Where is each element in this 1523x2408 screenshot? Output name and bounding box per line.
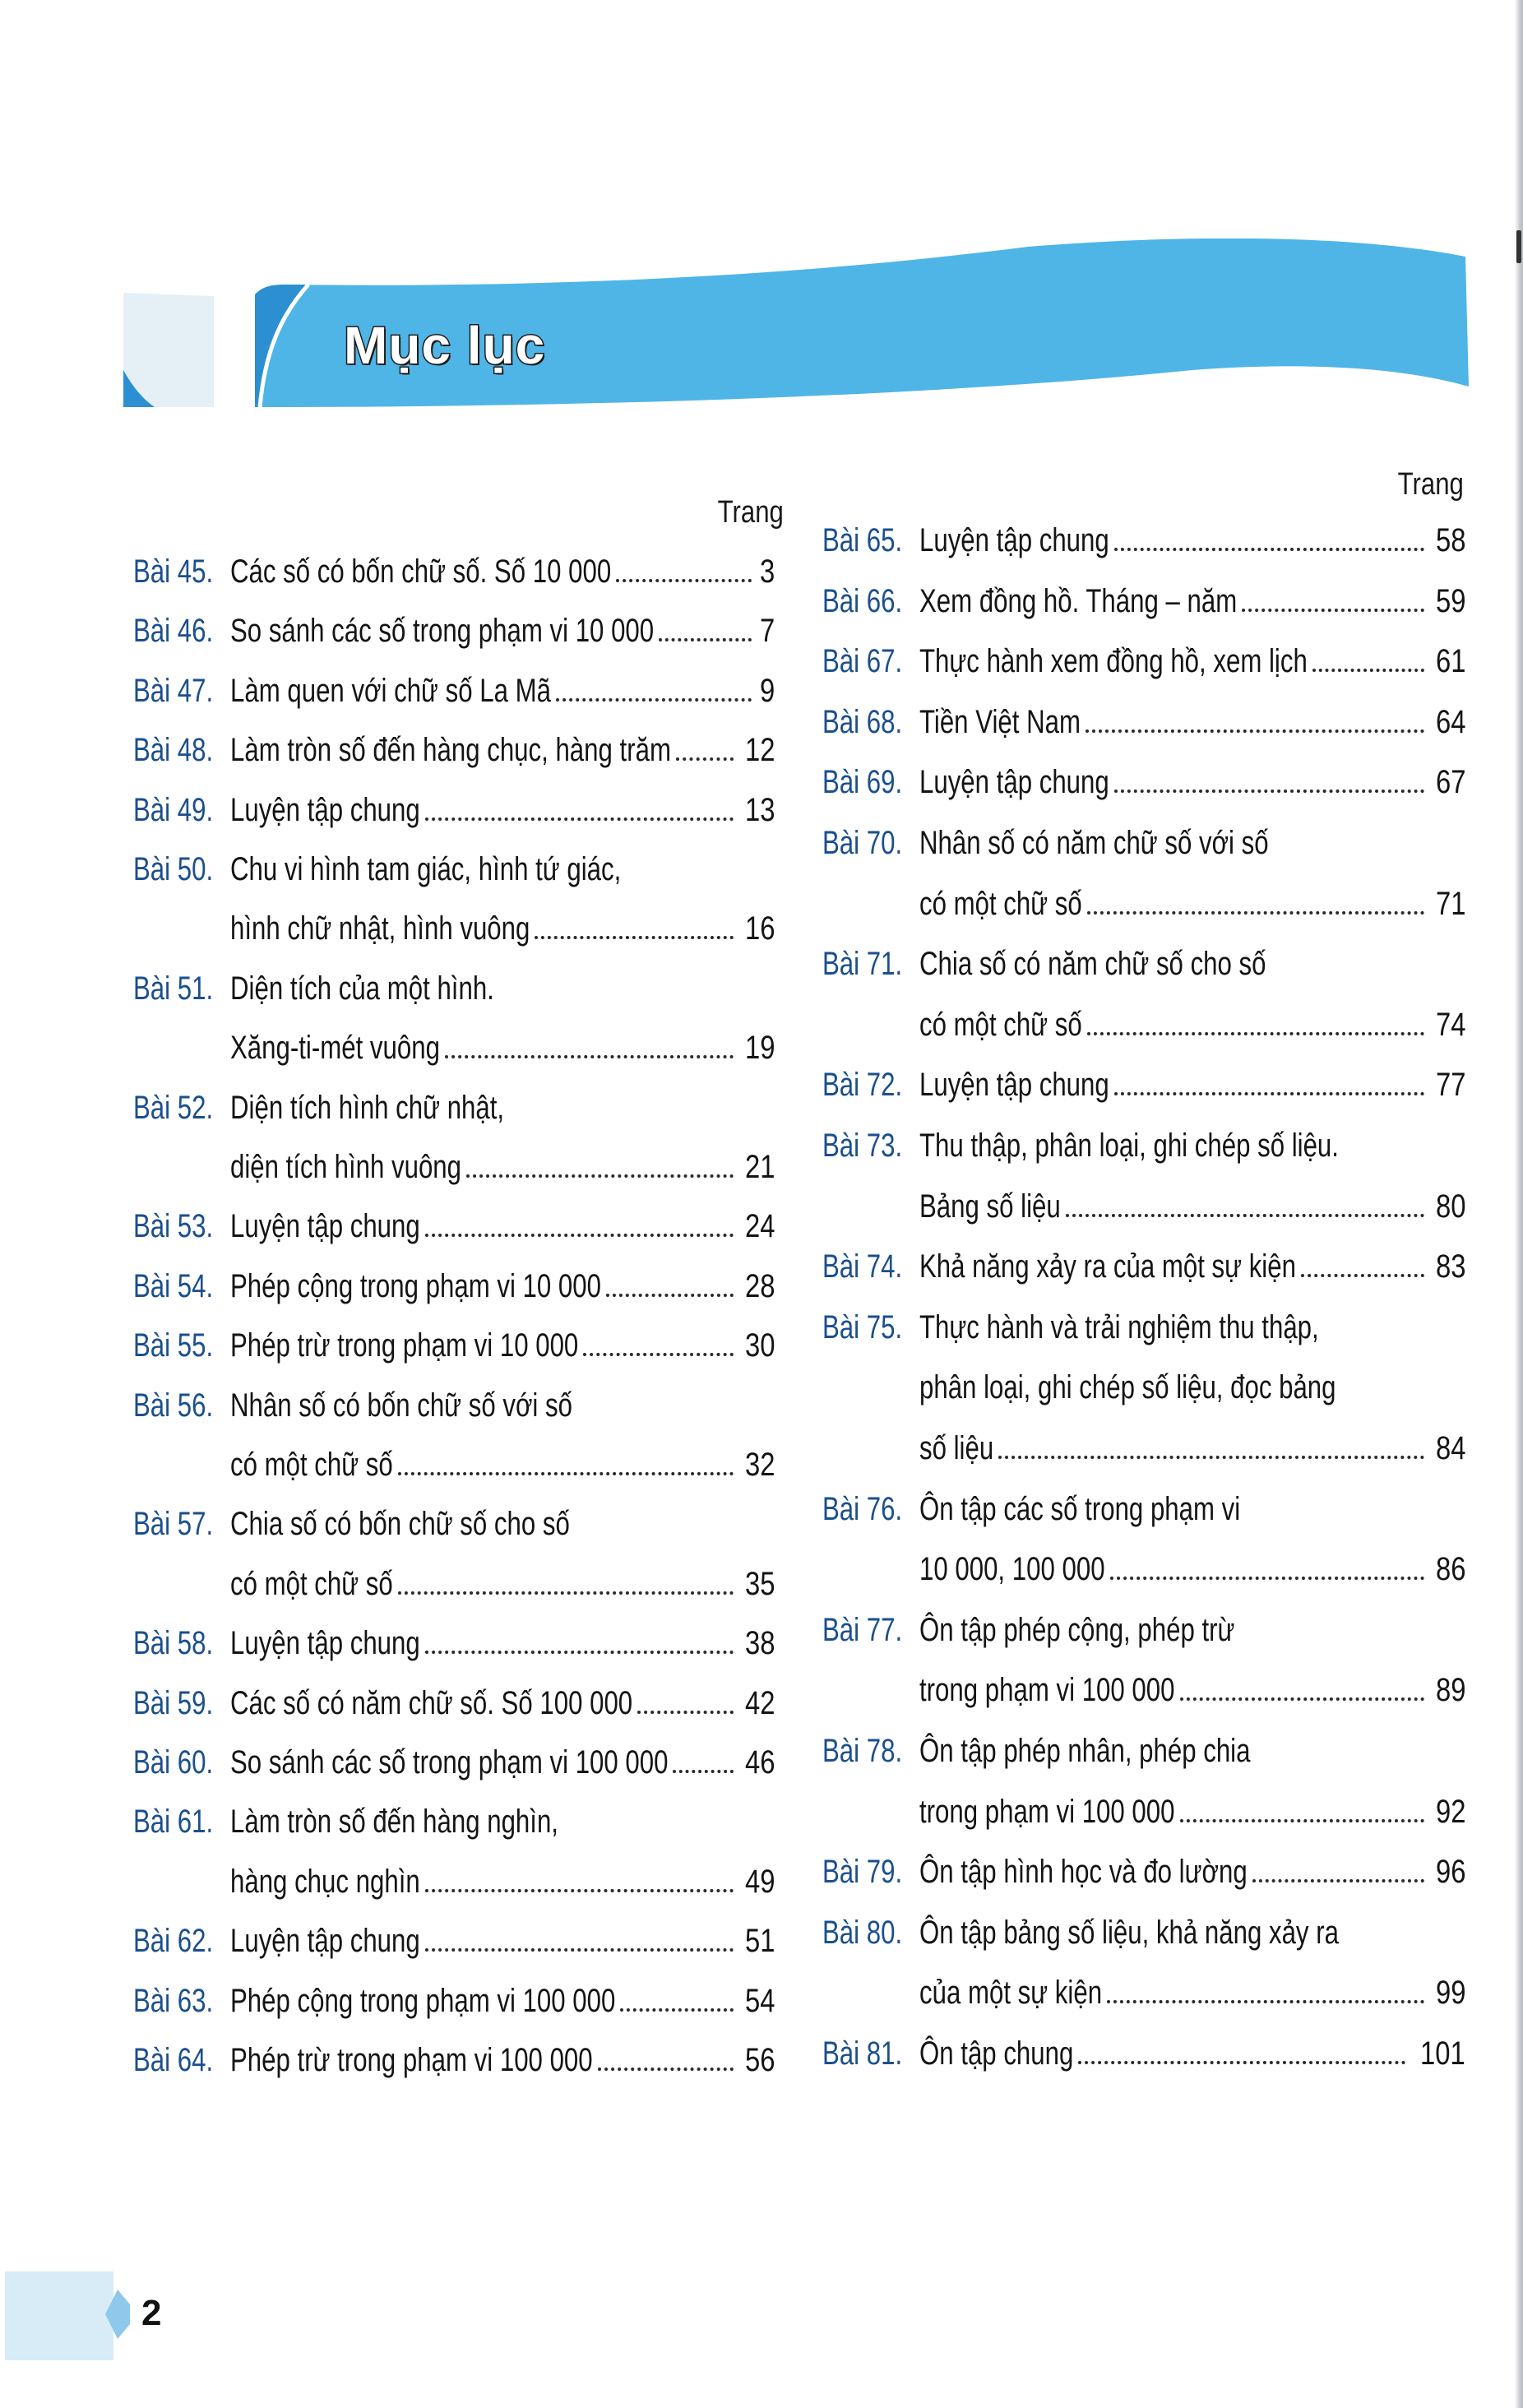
page-title: Mục lục <box>344 316 546 375</box>
dot-leader <box>1087 910 1424 915</box>
lesson-label: Bài 62. <box>133 1923 214 1960</box>
dot-leader <box>425 1233 734 1237</box>
dot-leader <box>1078 2060 1405 2064</box>
page-ref: 89 <box>1435 1672 1465 1709</box>
lesson-title: Ôn tập bảng số liệu, khả năng xảy ra <box>919 1914 1339 1951</box>
lesson-label: Bài 70. <box>822 825 903 861</box>
lesson-title: Nhân số có bốn chữ số với số <box>230 1387 572 1424</box>
lesson-label: Bài 50. <box>133 851 214 887</box>
lesson-title: Làm tròn số đến hàng chục, hàng trăm <box>230 732 671 769</box>
lesson-label: Bài 45. <box>133 553 214 590</box>
toc-entry-line <box>133 1857 775 1906</box>
dot-leader <box>637 1710 733 1714</box>
toc-entry-line <box>822 818 1465 868</box>
dot-leader <box>556 697 752 702</box>
page-ref: 21 <box>744 1149 775 1185</box>
toc-entry-line <box>133 1023 775 1072</box>
lesson-title: Khả năng xảy ra của một sự kiện <box>919 1248 1296 1285</box>
lesson-label: Bài 71. <box>822 946 903 983</box>
toc-entry-line <box>822 1363 1465 1412</box>
page-ref: 38 <box>744 1625 775 1662</box>
dot-leader <box>445 1054 734 1058</box>
lesson-title: Ôn tập phép nhân, phép chia <box>919 1733 1251 1769</box>
dot-leader <box>466 1174 733 1178</box>
toc-entry-line <box>133 1916 775 1966</box>
page-ref: 83 <box>1435 1248 1465 1285</box>
lesson-title: Chu vi hình tam giác, hình tứ giác, <box>230 851 622 887</box>
toc-entry-line <box>133 1679 775 1728</box>
lesson-label: Bài 65. <box>822 522 903 558</box>
lesson-title: của một sự kiện <box>919 1975 1103 2012</box>
page-ref: 13 <box>744 791 775 828</box>
lesson-title: Ôn tập các số trong phạm vi <box>919 1490 1241 1527</box>
lesson-title: Luyện tập chung <box>230 1625 420 1662</box>
lesson-title: diện tích hình vuông <box>230 1149 462 1185</box>
dot-leader <box>1110 1576 1424 1580</box>
toc-entry-line <box>822 1787 1465 1836</box>
page-ref: 61 <box>1435 643 1465 680</box>
toc-entry-line <box>133 606 775 655</box>
dot-leader <box>659 637 751 641</box>
lesson-label: Bài 75. <box>822 1308 903 1345</box>
dot-leader <box>398 1471 734 1475</box>
page-ref: 59 <box>1435 582 1465 619</box>
toc-entry-line <box>133 2035 775 2085</box>
lesson-label: Bài 59. <box>133 1684 214 1721</box>
toc-entry-line <box>822 1605 1465 1655</box>
lesson-title: Luyện tập chung <box>230 791 420 828</box>
lesson-title: Làm tròn số đến hàng nghìn, <box>230 1804 558 1841</box>
lesson-label: Bài 55. <box>133 1327 214 1364</box>
lesson-label: Bài 48. <box>133 732 214 769</box>
lesson-title: Thu thập, phân loại, ghi chép số liệu. <box>919 1128 1339 1164</box>
dot-leader <box>1180 1697 1424 1701</box>
page-ref: 64 <box>1435 703 1465 740</box>
page-ref: 46 <box>744 1744 775 1781</box>
page-number: 2 <box>141 2293 162 2333</box>
lesson-label: Bài 46. <box>133 613 214 650</box>
toc-entry-line <box>822 2029 1465 2078</box>
lesson-label: Bài 47. <box>133 672 214 709</box>
toc-entry-line <box>133 1559 775 1609</box>
dot-leader <box>598 2067 734 2071</box>
lesson-label: Bài 61. <box>133 1804 214 1841</box>
banner-shape-icon <box>123 238 1472 419</box>
page-ref: 51 <box>744 1923 775 1960</box>
toc-entry-line <box>822 1000 1465 1049</box>
toc-entry-line <box>133 1440 775 1489</box>
page-edge <box>1515 0 1523 2408</box>
lesson-title: hàng chục nghìn <box>230 1863 420 1900</box>
toc-entry-line <box>822 1665 1465 1715</box>
page-ref: 99 <box>1435 1975 1465 2012</box>
page-ref: 9 <box>759 672 775 709</box>
dot-leader <box>1180 1818 1424 1822</box>
lesson-label: Bài 64. <box>133 2042 214 2078</box>
page-ref: 42 <box>744 1684 775 1721</box>
lesson-title: Ôn tập phép cộng, phép trừ <box>919 1611 1235 1648</box>
page-ref: 101 <box>1420 2035 1465 2072</box>
lesson-title: So sánh các số trong phạm vi 100 000 <box>230 1744 669 1781</box>
page-ref: 30 <box>744 1327 775 1364</box>
lesson-label: Bài 67. <box>822 643 903 680</box>
toc-entry-line <box>822 939 1465 989</box>
lesson-title: Chia số có năm chữ số cho số <box>919 946 1266 983</box>
dot-leader <box>1114 547 1424 551</box>
lesson-title: Phép trừ trong phạm vi 100 000 <box>230 2042 593 2078</box>
toc-entry-line <box>822 577 1465 626</box>
toc-entry-line <box>133 964 775 1013</box>
lesson-title: Các số có bốn chữ số. Số 10 000 <box>230 553 612 590</box>
lesson-title: Các số có năm chữ số. Số 100 000 <box>230 1684 633 1721</box>
toc-entry-line <box>822 1424 1465 1473</box>
dot-leader <box>583 1352 733 1356</box>
lesson-title: có một chữ số <box>919 885 1082 922</box>
dot-leader <box>1114 1091 1424 1095</box>
toc-entry-line <box>822 879 1465 928</box>
page-ref: 74 <box>1435 1006 1465 1043</box>
lesson-title: Thực hành và trải nghiệm thu thập, <box>919 1308 1319 1345</box>
dot-leader <box>425 817 734 821</box>
lesson-title: có một chữ số <box>230 1565 393 1602</box>
lesson-title: có một chữ số <box>919 1006 1082 1043</box>
dot-leader <box>1087 1031 1424 1035</box>
lesson-label: Bài 76. <box>822 1490 903 1527</box>
lesson-label: Bài 56. <box>133 1387 214 1424</box>
lesson-title: Luyện tập chung <box>919 522 1109 558</box>
lesson-label: Bài 73. <box>822 1128 903 1164</box>
toc-entry-line <box>133 1083 775 1132</box>
lesson-title: Phép cộng trong phạm vi 100 000 <box>230 1982 616 2019</box>
dot-leader <box>673 1769 733 1773</box>
lesson-title: Luyện tập chung <box>230 1923 420 1960</box>
toc-entry-line <box>133 785 775 835</box>
lesson-title: Xăng-ti-mét vuông <box>230 1030 440 1067</box>
page-ref: 24 <box>744 1208 775 1245</box>
lesson-title: có một chữ số <box>230 1447 393 1483</box>
toc-entry-line <box>133 1797 775 1846</box>
toc-entry-line <box>133 1976 775 2026</box>
dot-leader <box>398 1591 734 1595</box>
page-ref: 28 <box>744 1267 775 1304</box>
page-ref: 71 <box>1435 885 1465 922</box>
page-ref: 49 <box>744 1863 775 1900</box>
toc-entry-line <box>133 1738 775 1787</box>
page-ref: 58 <box>1435 522 1465 558</box>
lesson-title: So sánh các số trong phạm vi 10 000 <box>230 613 655 650</box>
toc-entry-line <box>133 725 775 775</box>
page-ref: 7 <box>759 613 775 650</box>
lesson-title: Làm quen với chữ số La Mã <box>230 672 551 709</box>
lesson-title: Diện tích của một hình. <box>230 970 494 1007</box>
toc-entry-line <box>822 1121 1465 1170</box>
toc-entry-line <box>822 1182 1465 1231</box>
page-ref: 86 <box>1435 1551 1465 1588</box>
toc-entry-line <box>822 1484 1465 1534</box>
lesson-label: Bài 77. <box>822 1611 903 1648</box>
toc-entry-line <box>822 1726 1465 1776</box>
lesson-title: Phép trừ trong phạm vi 10 000 <box>230 1327 579 1364</box>
page-ref: 3 <box>759 553 775 590</box>
dot-leader <box>998 1455 1423 1459</box>
lesson-title: phân loại, ghi chép số liệu, đọc bảng <box>919 1369 1336 1406</box>
lesson-label: Bài 49. <box>133 791 214 828</box>
lesson-label: Bài 78. <box>822 1733 903 1769</box>
toc-entry-line <box>822 1908 1465 1957</box>
lesson-label: Bài 68. <box>822 703 903 740</box>
toc-entry-line <box>133 666 775 715</box>
toc-entry-line <box>133 1142 775 1192</box>
lesson-title: 10 000, 100 000 <box>919 1551 1105 1588</box>
toc-entry-line <box>822 1303 1465 1352</box>
toc-entry-line <box>822 1242 1465 1291</box>
dot-leader <box>1107 1999 1423 2003</box>
toc-entry-line <box>133 1381 775 1430</box>
lesson-title: Tiền Việt Nam <box>919 703 1081 740</box>
lesson-label: Bài 54. <box>133 1267 214 1304</box>
lesson-label: Bài 58. <box>133 1625 214 1662</box>
toc-entry-line <box>822 1968 1465 2017</box>
lesson-title: Ôn tập hình học và đo lường <box>919 1854 1248 1891</box>
dot-leader <box>425 1650 734 1654</box>
lesson-title: Luyện tập chung <box>230 1208 420 1245</box>
footer-tab <box>5 2271 113 2360</box>
lesson-title: số liệu <box>919 1430 994 1466</box>
dot-leader <box>1242 608 1423 612</box>
toc-entry-line <box>133 1321 775 1370</box>
lesson-title: Thực hành xem đồng hồ, xem lịch <box>919 643 1308 680</box>
dot-leader <box>606 1293 733 1297</box>
toc-entry-line <box>822 1060 1465 1109</box>
lesson-title: Luyện tập chung <box>919 1067 1109 1104</box>
page-ref: 32 <box>744 1447 775 1483</box>
toc-entry-line <box>133 904 775 953</box>
dot-leader <box>1312 668 1424 672</box>
lesson-title: Ôn tập chung <box>919 2035 1074 2072</box>
lesson-title: hình chữ nhật, hình vuông <box>230 910 530 947</box>
lesson-title: Xem đồng hồ. Tháng – năm <box>919 582 1238 619</box>
dot-leader <box>620 2007 733 2012</box>
page-ref: 12 <box>744 732 775 769</box>
page-ref: 56 <box>744 2042 775 2078</box>
lesson-title: Bảng số liệu <box>919 1188 1061 1225</box>
dot-leader <box>676 757 734 761</box>
toc-entry-line <box>822 1544 1465 1594</box>
lesson-title: Nhân số có năm chữ số với số <box>919 825 1269 861</box>
page-edge-mark <box>1516 230 1521 263</box>
toc-entry-line <box>133 845 775 894</box>
lesson-label: Bài 79. <box>822 1854 903 1891</box>
lesson-title: Chia số có bốn chữ số cho số <box>230 1506 570 1543</box>
toc-entry-line <box>822 697 1465 747</box>
lesson-label: Bài 63. <box>133 1982 214 2019</box>
lesson-title: trong phạm vi 100 000 <box>919 1672 1175 1709</box>
page-ref: 84 <box>1435 1430 1465 1466</box>
lesson-title: Diện tích hình chữ nhật, <box>230 1089 505 1126</box>
toc-entry-line <box>133 1202 775 1251</box>
dot-leader <box>1301 1273 1424 1277</box>
page-ref: 16 <box>744 910 775 947</box>
title-banner <box>123 238 1472 419</box>
page-ref: 96 <box>1435 1854 1465 1891</box>
lesson-title: Phép cộng trong phạm vi 10 000 <box>230 1267 602 1304</box>
right-page-header: Trang <box>1397 467 1464 502</box>
page-ref: 92 <box>1435 1793 1465 1830</box>
page-ref: 80 <box>1435 1188 1465 1225</box>
dot-leader <box>1066 1213 1424 1217</box>
lesson-label: Bài 72. <box>822 1067 903 1104</box>
lesson-label: Bài 52. <box>133 1089 214 1126</box>
dot-leader <box>425 1947 734 1952</box>
lesson-label: Bài 60. <box>133 1744 214 1781</box>
page-ref: 67 <box>1435 764 1465 801</box>
lesson-label: Bài 66. <box>822 582 903 619</box>
lesson-title: trong phạm vi 100 000 <box>919 1793 1175 1830</box>
lesson-label: Bài 51. <box>133 970 214 1007</box>
page-ref: 77 <box>1435 1067 1465 1104</box>
lesson-label: Bài 53. <box>133 1208 214 1245</box>
dot-leader <box>1086 729 1423 733</box>
page-ref: 35 <box>744 1565 775 1602</box>
dot-leader <box>425 1888 734 1892</box>
toc-entry-line <box>822 757 1465 807</box>
lesson-label: Bài 74. <box>822 1248 903 1285</box>
toc-entry-line <box>822 637 1465 686</box>
dot-leader <box>616 578 752 582</box>
dot-leader <box>1114 789 1424 793</box>
dot-leader <box>1252 1878 1424 1882</box>
toc-entry-line <box>133 1262 775 1311</box>
page-ref: 54 <box>744 1982 775 2019</box>
toc-entry-line <box>822 1847 1465 1896</box>
left-page-header: Trang <box>717 495 784 530</box>
toc-entry-line <box>822 516 1465 565</box>
lesson-label: Bài 80. <box>822 1914 903 1951</box>
page-ref: 19 <box>744 1030 775 1067</box>
lesson-label: Bài 81. <box>822 2035 903 2072</box>
lesson-label: Bài 69. <box>822 764 903 801</box>
lesson-label: Bài 57. <box>133 1506 214 1543</box>
dot-leader <box>535 935 733 939</box>
toc-entry-line <box>133 547 775 596</box>
toc-entry-line <box>133 1618 775 1668</box>
lesson-title: Luyện tập chung <box>919 764 1109 801</box>
toc-entry-line <box>133 1499 775 1549</box>
